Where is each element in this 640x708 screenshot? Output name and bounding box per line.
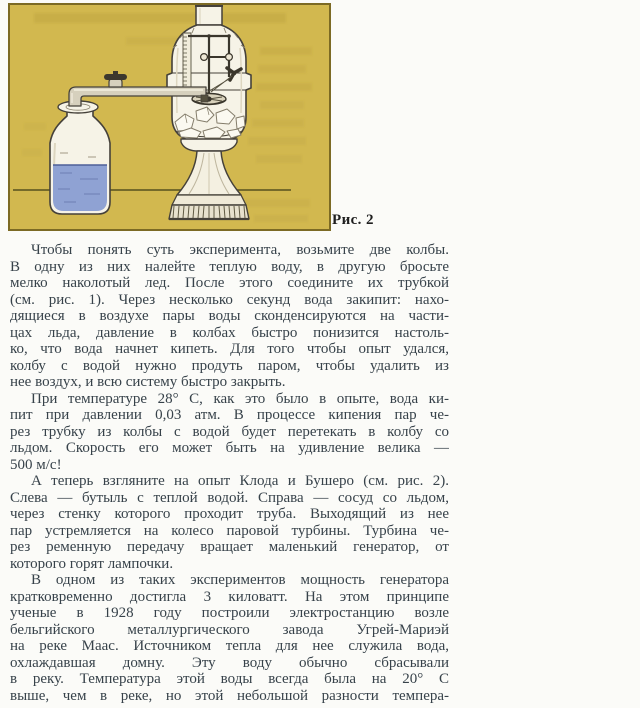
text-line: цах льда, давление в колбах быстро понизится настоль- (10, 324, 449, 341)
text-line: рез трубку из колбы с водой будет перетекать в колбу со (10, 423, 449, 440)
text-line: Чтобы понять суть эксперимента, возьмите две колбы. (31, 242, 449, 258)
text-line: мелко наколотый лед. После этого соедините их трубкой (10, 275, 449, 291)
water (53, 165, 107, 211)
article-text (10, 242, 449, 704)
text-line: дящиеся в воздухе пары воды сконденсируются на части- (10, 308, 449, 324)
measuring-scale (183, 33, 191, 91)
text-line: охлаждавшая домну. Эту воду обычно сбрасывали (10, 654, 449, 671)
text-line: нее воздух, и всю систему быстро закрыть. (10, 374, 286, 390)
text-line: А теперь взгляните на опыт Клода и Бушеро (см. рис. 2). (31, 473, 449, 489)
text-line: колбу с водой нужно продуть паром, чтобы удалить из (10, 357, 449, 374)
text-line: ученые в 1928 году построили электростанцию возле (10, 605, 449, 621)
text-line: пит при давлении 0,03 атм. В процессе кипения пар че- (10, 407, 449, 423)
text-line: льдом. Скорость его может быть на удивление велика — (10, 440, 449, 456)
text-line: При температуре 28° С, как это было в опыте, вода ки- (31, 390, 449, 407)
text-line: в реку. Температура этой воды всегда была на 20° С (10, 671, 449, 687)
text-line: рез ременную передачу вращает маленький генератор, от (10, 539, 449, 555)
text-line: которого горят лампочки. (10, 555, 174, 572)
text-line: 500 м/с! (10, 456, 62, 473)
text-line: кратковременно достигла 3 киловатт. На этом принципе (10, 588, 449, 605)
text-line: через стенку которого проходит труба. Выходящий из нее (10, 506, 449, 522)
text-line: В одну из них налейте теплую воду, в другую бросьте (10, 258, 449, 275)
text-line: пар устремляется на колесо паровой турбины. Турбина че- (10, 522, 449, 539)
text-line: Слева — бутыль с теплой водой. Справа — сосуд со льдом, (10, 489, 449, 506)
text-line: бельгийского металлургического завода Угрей-Мариэй (10, 621, 449, 638)
text-line: выше, чем в реке, но этой небольшой разности темпера- (10, 687, 449, 704)
experiment-illustration (8, 3, 331, 231)
pipe-nozzle (201, 95, 208, 102)
figure-caption: Рис. 2 (332, 212, 374, 228)
text-line: на реке Маас. Источником тепла для нее служила вода, (10, 638, 449, 654)
text-line: (см. рис. 1). Через несколько секунд вода закипит: нахо- (10, 291, 449, 308)
text-line: ко, что вода начнет кипеть. Для того чтобы опыт удался, (10, 341, 449, 357)
figure-panel (8, 3, 331, 231)
text-line: В одном из таких экспериментов мощность генератора (31, 572, 449, 588)
